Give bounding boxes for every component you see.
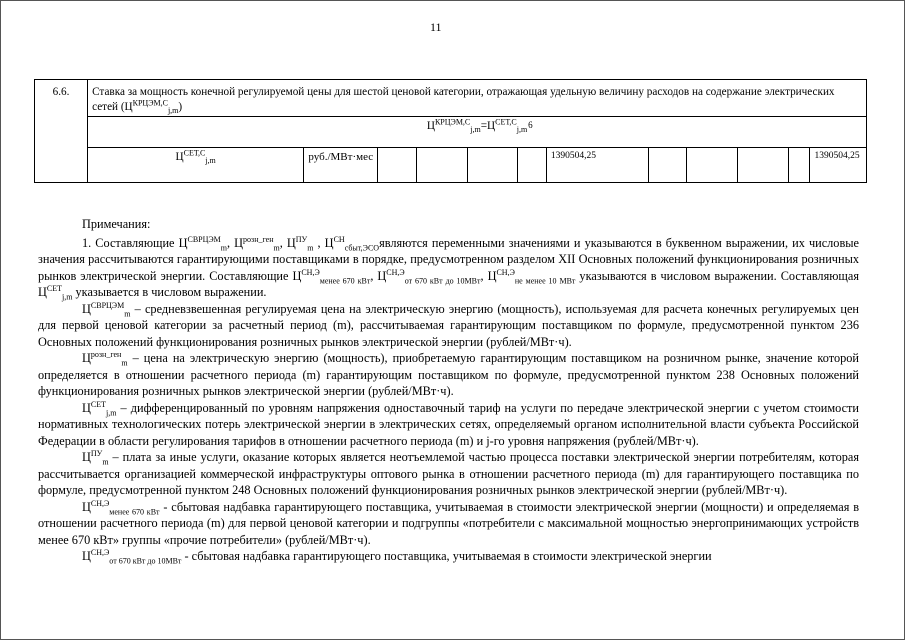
page-number: 11 bbox=[430, 20, 442, 34]
value-cell-empty bbox=[467, 148, 517, 183]
value-cell-empty bbox=[648, 148, 687, 183]
value-symbol-cell: $Ц^{СЕТ,С}_{j,m}$ bbox=[88, 148, 304, 183]
value-cell-empty bbox=[738, 148, 789, 183]
symbol-rozn-gen: $Ц^{розн\_ген}_m$ bbox=[234, 234, 280, 252]
notes-title: Примечания: bbox=[82, 217, 151, 231]
symbol-sn-ge10: $Ц^{СН,Э}_{не менее 10 МВт}$ bbox=[487, 267, 576, 285]
notes-section bbox=[38, 216, 859, 565]
symbol-pu: $Ц^{ПУ}_m$ bbox=[82, 448, 109, 467]
value-cell-first: 1390504,25 bbox=[546, 148, 648, 183]
value-cell-last: 1390504,25 bbox=[810, 148, 867, 183]
symbol-set: $Ц^{СЕТ}_{j,m}$ bbox=[38, 283, 73, 302]
value-cell-empty bbox=[789, 148, 810, 183]
table-row bbox=[35, 80, 867, 117]
value-cell-empty bbox=[518, 148, 547, 183]
symbol-svrcem: $Ц^{СВРЦЭМ}_m$ bbox=[82, 300, 131, 318]
row-number-cell: 6.6. bbox=[35, 80, 88, 183]
note-paragraph-7: $Ц^{СН,Э}_{от 670 кВт до 10МВт}$ - сбытовая надбавка гарантирующего поставщика, учитываемая в стоимости электрической энергии bbox=[82, 547, 712, 566]
unit-cell: руб./МВт·мес bbox=[304, 148, 378, 183]
formula-cell bbox=[88, 117, 867, 148]
note-paragraph-6: $Ц^{СН,Э}_{менее 670 кВт}$ - сбытовая надбавка гарантирующего поставщика, учитываемая в стоимости электрической энергии (мощности) и определяемая в отношении расчетного периода (m) для первой ценовой категории и подгруппы «потребители с максимальной мощностью энергопринимающих устройств менее 670 кВт» группы «прочие потребители» (рублей/МВт·ч). bbox=[38, 498, 860, 547]
formula: $Ц^{КРЦЭМ,С}_{j,m}=Ц^{СЕТ,С}_{j,m}$ bbox=[426, 117, 528, 135]
table-row bbox=[35, 148, 867, 183]
row-title-cell: Ставка за мощность конечной регулируемой цены для шестой ценовой категории, отражающая удельную величину расходов на содержание электрических сетей $(Ц^{КРЦЭМ,С}_{j,m})$ bbox=[88, 80, 867, 117]
symbol-sn-sbyt: $Ц^{СН}_{сбыт,ЭСО}$ bbox=[324, 234, 380, 252]
value-cell-empty bbox=[378, 148, 417, 183]
note-paragraph-4: $Ц^{СЕТ}_{j,m}$ – дифференцированный по уровням напряжения одноставочный тариф на услуги по передаче электрической энергии с учетом стоимости нормативных технологических потерь электрической энергии в электрических сетях, определяемый органом исполнительной власти субъекта Российской Федерации в области регулирования тарифов в отношении расчетного периода (m) и j-го уровня напряжения (рублей/МВт·ч). bbox=[38, 399, 859, 448]
value-cell-empty bbox=[416, 148, 467, 183]
rates-table bbox=[34, 79, 867, 183]
row-title: Ставка за мощность конечной регулируемой цены для шестой ценовой категории, отражающая удельную величину расходов на содержание электрических сетей ( bbox=[92, 86, 835, 113]
symbol-sn-lt670: $Ц^{СН,Э}_{менее 670 кВт}$ bbox=[82, 498, 160, 516]
note-paragraph-3: $Ц^{розн\_ген}_m$ – цена на электрическую энергию (мощность), приобретаемую гарантирующим поставщиком на розничном рынке, значение которой определяется в отношении расчетного периода (m) гарантирующим поставщиком по формуле, предусмотренной пунктом 238 Основных положений функционирования розничных рынков электрической энергии (рублей/МВт·ч). bbox=[38, 349, 859, 398]
symbol-set: $Ц^{СЕТ}_{j,m}$ bbox=[82, 399, 117, 417]
symbol-sn-lt670: $Ц^{СН,Э}_{менее 670 кВт}$ bbox=[292, 267, 371, 285]
row-title-symbol: $Ц^{КРЦЭМ,С}_{j,m}$ bbox=[124, 97, 179, 115]
symbol-pu: $Ц^{ПУ}_m$ bbox=[286, 234, 314, 252]
symbol-sn-670-10: $Ц^{СН,Э}_{от 670 кВт до 10МВт}$ bbox=[82, 547, 182, 566]
note-paragraph-2: $Ц^{СВРЦЭМ}_m$ – средневзвешенная регулируемая цена на электрическую энергию (мощность), используемая для расчета конечных регулируемых цен для первой ценовой категории за расчетный период (m), рассчитываемая гарантирующим поставщиком по формуле, предусмотренной пунктом 236 Основных положений функционирования розничных рынков электрической энергии (рублей/МВт·ч). bbox=[38, 300, 859, 349]
formula-footnote: 6 bbox=[528, 120, 533, 131]
table-row bbox=[35, 117, 867, 148]
symbol-sn-670-10: $Ц^{СН,Э}_{от 670 кВт до 10МВт}$ bbox=[377, 267, 481, 285]
note-paragraph-1: 1. Составляющие $Ц^{СВРЦЭМ}_m$, $Ц^{розн\_ген}_m$, $Ц^{ПУ}_m$ , $Ц^{СН}_{сбыт,ЭСО}являются$ переменными значениями и указываются в буквенном выражении, их числовые значения рассчитываются гарантирующими поставщиками в порядке, предусмотренном разделом XII Основных положений функционирования розничных рынков электрической энергии. Составляющие $Ц^{СН,Э}_{менее 670 кВт}$, $Ц^{СН,Э}_{от 670 кВт до 10МВт}$, $Ц^{СН,Э}_{не менее 10 МВт}$ указываются в числовом выражении. Составляющая $Ц^{СЕТ}_{j,m}$ указывается в числовом выражении. bbox=[38, 234, 859, 302]
symbol-svrcem: $Ц^{СВРЦЭМ}_m$ bbox=[178, 234, 228, 252]
value-cell-empty bbox=[687, 148, 738, 183]
note-paragraph-5: $Ц^{ПУ}_m$ – плата за иные услуги, оказание которых является неотъемлемой частью процесса поставки электрической энергии потребителям, которая рассчитывается организацией коммерческой инфраструктуры оптового рынка в отношении расчетного периода (m) для гарантирующего поставщика по формуле, предусмотренной пунктом 248 Основных положений функционирования розничных рынков электрической энергии (рублей/МВт·ч). bbox=[38, 448, 859, 497]
symbol-rozn-gen: $Ц^{розн\_ген}_m$ bbox=[82, 349, 128, 368]
